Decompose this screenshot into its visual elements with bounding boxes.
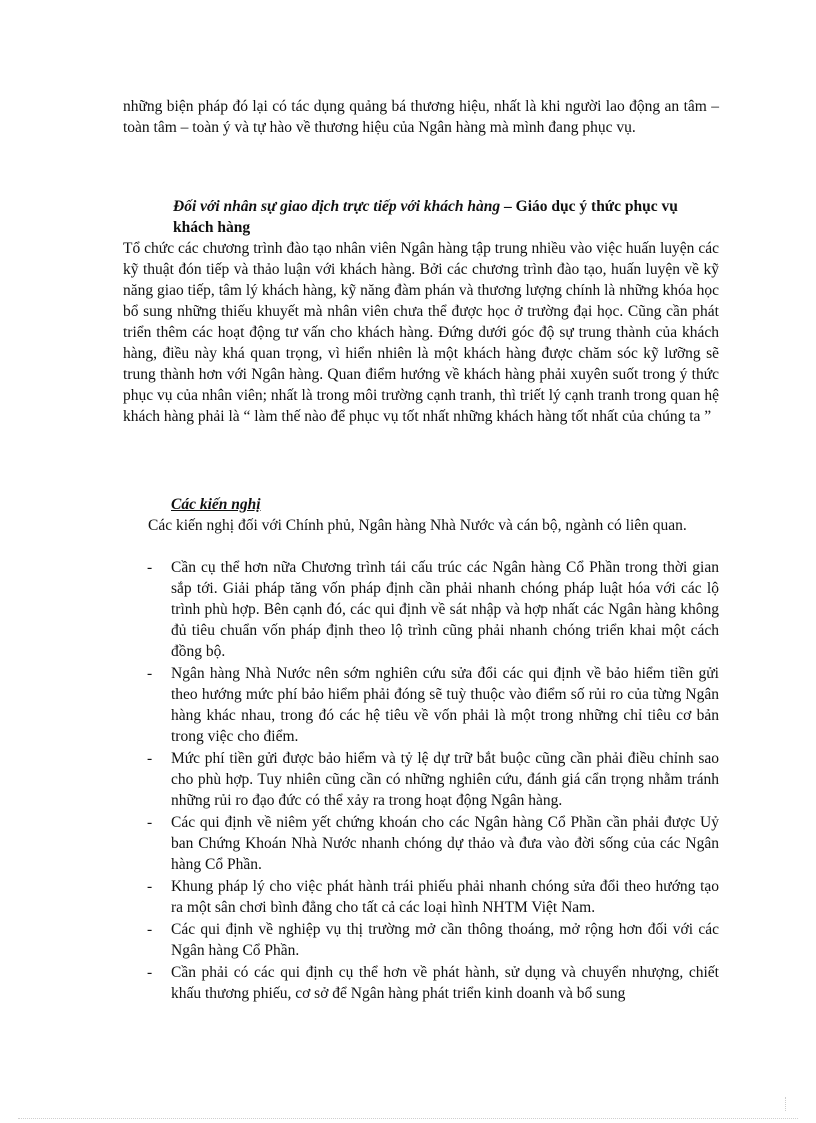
dash-bullet: - [147,665,153,682]
list-item-text: Ngân hàng Nhà Nước nên sớm nghiên cứu sửa đổi các qui định về bảo hiểm tiền gửi theo hướng mức phí bảo hiểm phải đóng sẽ tuỳ thuộc vào điểm số rủi ro của từng Ngân hàng khác nhau, trong đó các hệ tiêu về vốn phải là một trong những chỉ tiêu cơ bản trong việc cho điểm. [171,665,719,745]
page-corner-mark [771,1097,786,1111]
list-item-text: Các qui định về niêm yết chứng khoán cho các Ngân hàng Cổ Phần cần phải được Uỷ ban Chứng Khoán Nhà Nước nhanh chóng dự thảo và đưa vào đời sống của các Ngân hàng Cổ Phần. [171,814,719,873]
recommendations-list [147,557,719,1005]
subsection-customer-staff [123,196,719,427]
paragraph-training: Tổ chức các chương trình đào tạo nhân viên Ngân hàng tập trung nhiều vào việc huấn luyện các kỹ thuật đón tiếp và thảo luận với khách hàng. Bởi các chương trình đào tạo, huấn luyện về kỹ năng giao tiếp, tâm lý khách hàng, kỹ năng đàm phán và thương lượng chính là những khóa học bổ sung những thiếu khuyết mà nhân viên chưa thể được học ở trường đại học. Cũng cần phát triển thêm các hoạt động tư vấn cho khách hàng. Đứng dưới góc độ sự trung thành của khách hàng, điều này khá quan trọng, vì hiển nhiên là một khách hàng được chăm sóc kỹ lưỡng sẽ trung thành hơn với Ngân hàng. Quan điểm hướng về khách hàng phải xuyên suốt trong ý thức phục vụ của nhân viên; nhất là trong môi trường cạnh tranh, thì triết lý cạnh tranh trong quan hệ khách hàng phải là “ làm thế nào để phục vụ tốt nhất những khách hàng tốt nhất của chúng ta ” [123,240,719,425]
dash-bullet: - [147,814,153,831]
list-item [147,812,719,875]
list-item-text: Cần cụ thể hơn nữa Chương trình tái cấu trúc các Ngân hàng Cổ Phần trong thời gian sắp tới. Giải pháp tăng vốn pháp định cần phải nhanh chóng pháp luật hóa với các lộ trình phù hợp. Bên cạnh đó, các qui định về sát nhập và hợp nhất các Ngân hàng không đủ tiêu chuẩn vốn pháp định theo lộ trình cũng phải nhanh chóng triển khai một cách đồng bộ. [171,559,719,660]
recommendations-intro: Các kiến nghị đối với Chính phủ, Ngân hàng Nhà Nước và cán bộ, ngành có liên quan. [148,517,687,534]
dash-bullet: - [147,559,153,576]
recommendations-title: Các kiến nghị [171,496,261,513]
paragraph-brand-promotion: những biện pháp đó lại có tác dụng quảng bá thương hiệu, nhất là khi người lao động an tâm – toàn tâm – toàn ý và tự hào về thương hiệu của Ngân hàng mà mình đang phục vụ. [123,98,719,136]
dash-bullet: - [147,964,153,981]
subsection-heading-rest: – Giáo dục ý thức phục vụ khách hàng [173,198,678,236]
dash-bullet: - [147,750,153,767]
list-item-text: Các qui định về nghiệp vụ thị trường mở cần thông thoáng, mở rộng hơn đối với các Ngân hàng Cổ Phần. [171,921,719,959]
list-item [147,962,719,1004]
dash-bullet: - [147,921,153,938]
page-bottom-border [18,1118,798,1119]
subsection-heading-italic: Đối với nhân sự giao dịch trực tiếp với khách hàng [173,198,501,215]
list-item [147,557,719,662]
list-item [147,919,719,961]
list-item-text: Mức phí tiền gửi được bảo hiểm và tỷ lệ dự trữ bắt buộc cũng cần phải điều chỉnh sao cho phù hợp. Tuy nhiên cũng cần có những nghiên cứu, đánh giá cẩn trọng nhằm tránh những rủi ro đạo đức có thể xảy ra trong hoạt động Ngân hàng. [171,750,719,809]
list-item [147,748,719,811]
subsection-heading [123,196,719,238]
dash-bullet: - [147,878,153,895]
list-item [147,876,719,918]
list-item-text: Khung pháp lý cho việc phát hành trái phiếu phải nhanh chóng sửa đổi theo hướng tạo ra một sân chơi bình đẳng cho tất cả các loại hình NHTM Việt Nam. [171,878,719,916]
list-item-text: Cần phải có các qui định cụ thể hơn về phát hành, sử dụng và chuyển nhượng, chiết khấu thương phiếu, cơ sở để Ngân hàng phát triển kinh doanh và bổ sung [171,964,719,1002]
list-item [147,663,719,747]
